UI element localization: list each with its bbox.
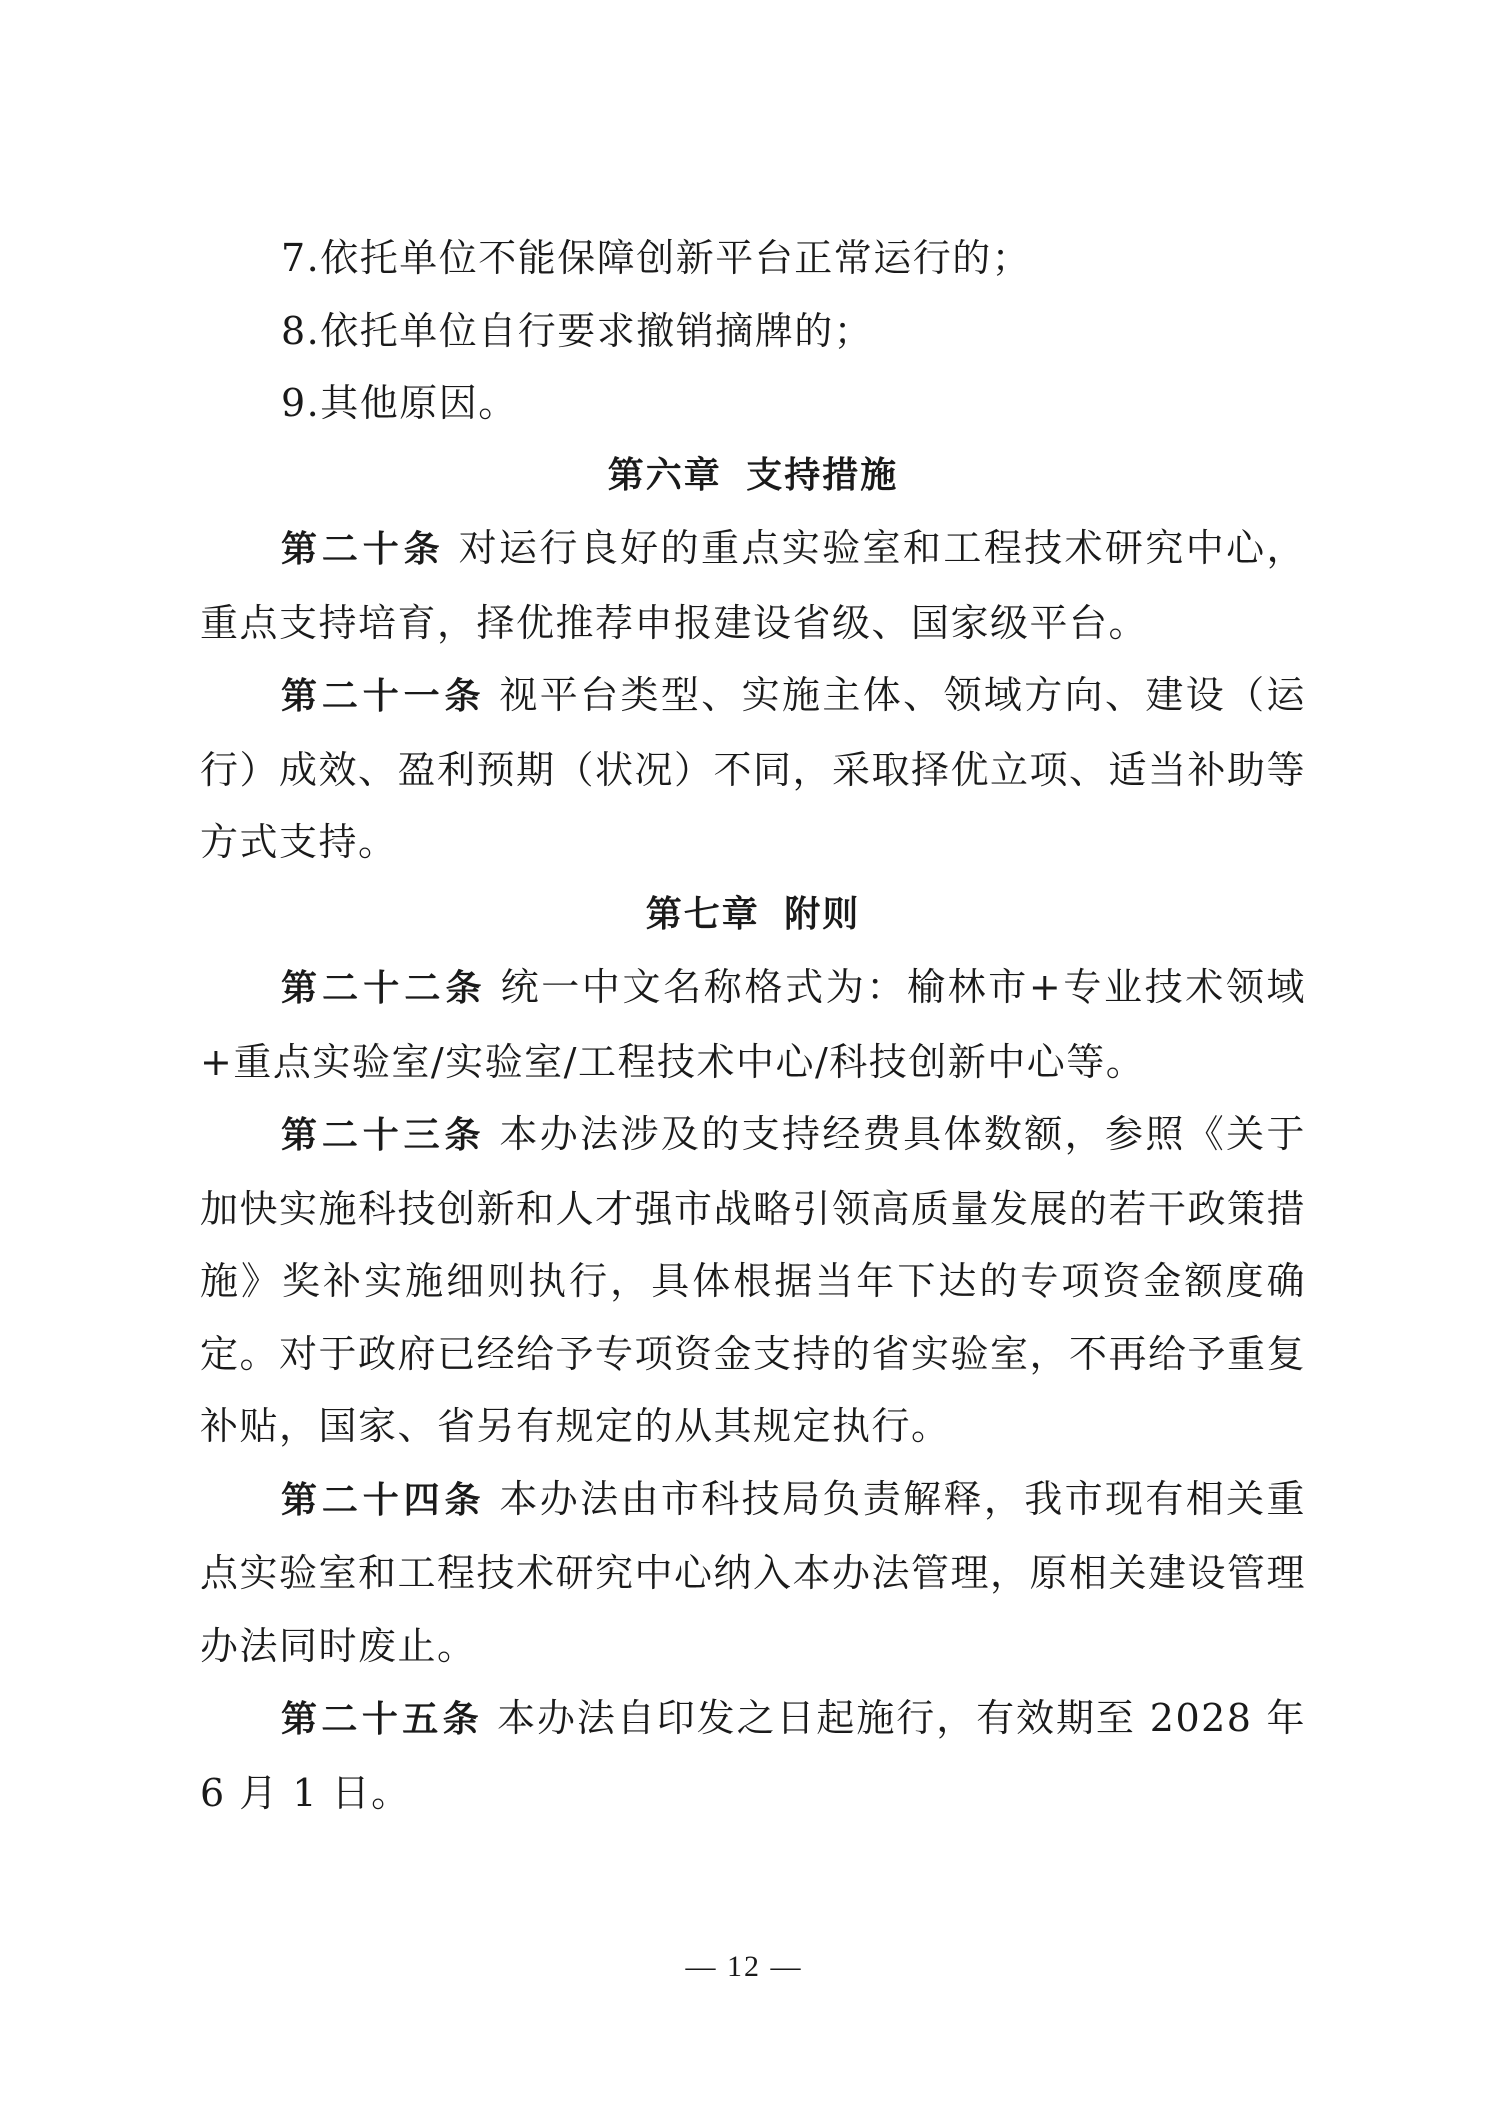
article-text: 统一中文名称格式为：榆林市+专业技术领域+重点实验室/实验室/工程技术中心/科技创新中心等。 xyxy=(200,965,1306,1084)
article-label: 第二十二条 xyxy=(281,968,487,1009)
article-paragraph xyxy=(200,512,1306,659)
article-text: 本办法自印发之日起施行，有效期至 2028 年 6 月 1 日。 xyxy=(200,1696,1306,1815)
chapter-heading: 第六章 支持措施 xyxy=(607,454,899,496)
article-label: 第二十四条 xyxy=(281,1479,486,1521)
article-paragraph xyxy=(200,1682,1306,1829)
article-paragraph xyxy=(200,951,1306,1098)
article-label: 第二十条 xyxy=(281,529,445,570)
list-item: 7.依托单位不能保障创新平台正常运行的； xyxy=(281,236,1032,280)
article-text: 对运行良好的重点实验室和工程技术研究中心，重点支持培育，择优推荐申报建设省级、国家级平台。 xyxy=(200,526,1306,645)
article-label: 第二十一条 xyxy=(281,676,486,717)
chapter-heading: 第七章 附则 xyxy=(645,893,861,935)
list-item: 8.依托单位自行要求撤销摘牌的； xyxy=(281,308,874,353)
list-item: 9.其他原因。 xyxy=(281,381,518,425)
page-number: — 12 — xyxy=(685,1950,803,1983)
article-text: 本办法由市科技局负责解释，我市现有相关重点实验室和工程技术研究中心纳入本办法管理，原相关建设管理办法同时废止。 xyxy=(200,1476,1307,1668)
article-text: 视平台类型、实施主体、领域方向、建设（运行）成效、盈利预期（状况）不同，采取择优立项、适当补助等方式支持。 xyxy=(200,673,1307,864)
article-text: 本办法涉及的支持经费具体数额，参照《关于加快实施科技创新和人才强市战略引领高质量发展的若干政策措施》奖补实施细则执行，具体根据当年下达的专项资金额度确定。对于政府已经给予专项资金支持的省实验室，不再给予重复补贴，国家、省另有规定的从其规定执行。 xyxy=(200,1112,1307,1448)
article-paragraph xyxy=(200,1463,1306,1683)
article-paragraph xyxy=(200,659,1306,879)
document-body xyxy=(200,222,1306,1829)
article-label: 第二十三条 xyxy=(281,1115,486,1156)
article-paragraph xyxy=(200,1098,1306,1463)
article-label: 第二十五条 xyxy=(281,1699,484,1740)
